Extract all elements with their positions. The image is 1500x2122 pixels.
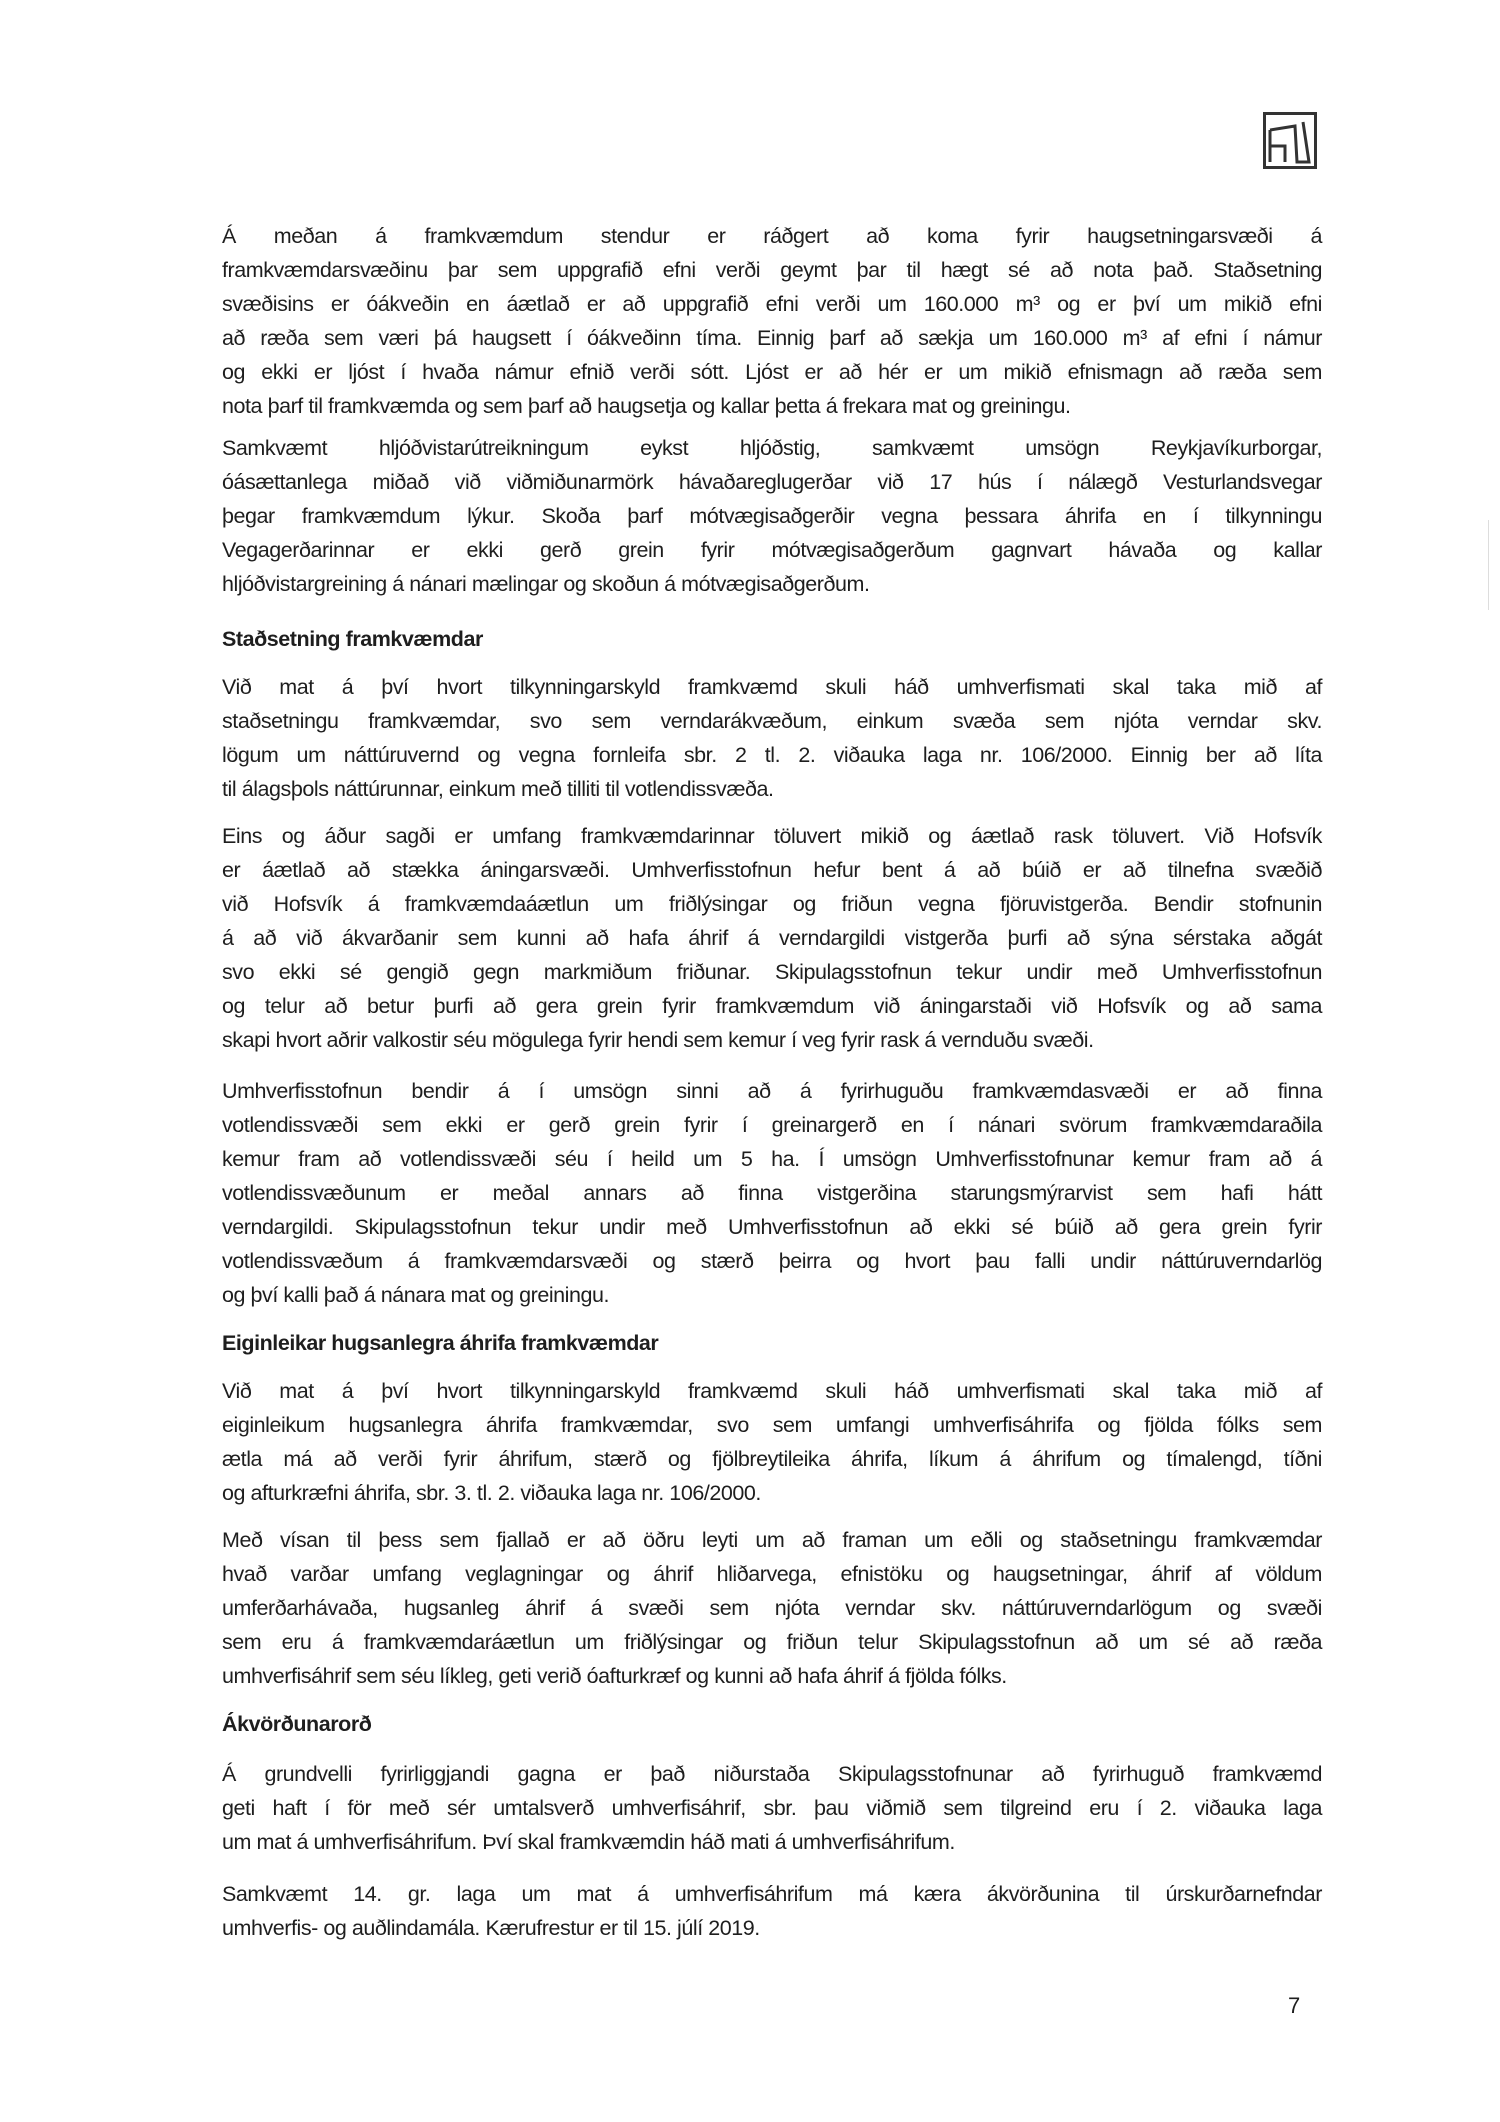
text-line: og afturkræfni áhrifa, sbr. 3. tl. 2. viðauka laga nr. 106/2000. bbox=[222, 1481, 761, 1505]
text-line: Vegagerðarinnar er ekki gerð grein fyrir mótvægisaðgerðum gagnvart hávaða og kallar bbox=[222, 538, 1322, 562]
text-line: Á meðan á framkvæmdum stendur er ráðgert að koma fyrir haugsetningarsvæði á bbox=[222, 224, 1322, 248]
paragraph bbox=[222, 1757, 1322, 1859]
paragraph bbox=[222, 1877, 1322, 1945]
paragraph bbox=[222, 431, 1322, 601]
text-line: svo ekki sé gengið gegn markmiðum friðunar. Skipulagsstofnun tekur undir með Umhverfisstofnun bbox=[222, 960, 1322, 984]
text-line: votlendissvæðunum er meðal annars að finna vistgerðina starungsmýrarvist sem hafi hátt bbox=[222, 1181, 1322, 1205]
text-line: Við mat á því hvort tilkynningarskyld framkvæmd skuli háð umhverfismati skal taka mið af bbox=[222, 1379, 1322, 1403]
text-line: geti haft í för með sér umtalsverð umhverfisáhrif, sbr. þau viðmið sem tilgreind eru í 2. viðauka laga bbox=[222, 1796, 1322, 1820]
paragraph bbox=[222, 219, 1322, 423]
organization-logo-icon bbox=[1263, 112, 1317, 169]
text-line: og því kalli það á nánara mat og greiningu. bbox=[222, 1283, 610, 1307]
section-heading bbox=[222, 1707, 1322, 1741]
text-line: nota þarf til framkvæmda og sem þarf að haugsetja og kallar þetta á frekara mat og greiningu. bbox=[222, 394, 1071, 418]
text-line: eiginleikum hugsanlegra áhrifa framkvæmdar, svo sem umfangi umhverfisáhrifa og fjölda fólks sem bbox=[222, 1413, 1322, 1437]
text-line: Á grundvelli fyrirliggjandi gagna er það niðurstaða Skipulagsstofnunar að fyrirhuguð framkvæmd bbox=[222, 1762, 1322, 1786]
text-line: óásættanlega miðað við viðmiðunarmörk hávaðareglugerðar við 17 hús í nálægð Vesturlandsvegar bbox=[222, 470, 1322, 494]
text-line: hvað varðar umfang veglagningar og áhrif hliðarvega, efnistöku og haugsetningar, áhrif af völdum bbox=[222, 1562, 1322, 1586]
text-line: við Hofsvík á framkvæmdaáætlun um friðlýsingar og friðun vegna fjöruvistgerða. Bendir stofnunin bbox=[222, 892, 1322, 916]
text-line: umhverfisáhrif sem séu líkleg, geti verið óafturkræf og kunni að hafa áhrif á fjölda fólks. bbox=[222, 1664, 1007, 1688]
paragraph bbox=[222, 1523, 1322, 1693]
text-line: Staðsetning framkvæmdar bbox=[222, 627, 483, 651]
text-line: sem eru á framkvæmdaráætlun um friðlýsingar og friðun telur Skipulagsstofnun að um sé að ræða bbox=[222, 1630, 1322, 1654]
text-line: er áætlað að stækka áningarsvæði. Umhverfisstofnun hefur bent á að búið er að tilnefna svæðið bbox=[222, 858, 1322, 882]
text-line: um mat á umhverfisáhrifum. Því skal framkvæmdin háð mati á umhverfisáhrifum. bbox=[222, 1830, 955, 1854]
text-line: og ekki er ljóst í hvaða námur efnið verði sótt. Ljóst er að hér er um mikið efnismagn að ræða sem bbox=[222, 360, 1322, 384]
text-line: hljóðvistargreining á nánari mælingar og skoðun á mótvægisaðgerðum. bbox=[222, 572, 870, 596]
text-line: Eins og áður sagði er umfang framkvæmdarinnar töluvert mikið og áætlað rask töluvert. Við Hofsvík bbox=[222, 824, 1322, 848]
paragraph bbox=[222, 670, 1322, 806]
text-line: Með vísan til þess sem fjallað er að öðru leyti um að framan um eðli og staðsetningu framkvæmdar bbox=[222, 1528, 1322, 1552]
text-line: Samkvæmt 14. gr. laga um mat á umhverfisáhrifum má kæra ákvörðunina til úrskurðarnefndar bbox=[222, 1882, 1322, 1906]
text-line: lögum um náttúruvernd og vegna fornleifa sbr. 2 tl. 2. viðauka laga nr. 106/2000. Einnig ber að líta bbox=[222, 743, 1322, 767]
page-number: 7 bbox=[1288, 1993, 1301, 2018]
scan-margin-mark bbox=[1488, 520, 1489, 610]
text-line: á að við ákvarðanir sem kunni að hafa áhrif á verndargildi vistgerða þurfi að sýna sérstaka aðgát bbox=[222, 926, 1322, 950]
text-line: votlendissvæðum á framkvæmdarsvæði og stærð þeirra og hvort þau falli undir náttúruverndarlög bbox=[222, 1249, 1322, 1273]
text-line: skapi hvort aðrir valkostir séu mögulega fyrir hendi sem kemur í veg fyrir rask á vernduðu svæði. bbox=[222, 1028, 1094, 1052]
text-line: umhverfis- og auðlindamála. Kærufrestur er til 15. júlí 2019. bbox=[222, 1916, 760, 1940]
paragraph bbox=[222, 1374, 1322, 1510]
paragraph bbox=[222, 819, 1322, 1057]
text-line: verndargildi. Skipulagsstofnun tekur undir með Umhverfisstofnun að ekki sé búið að gera grein fyrir bbox=[222, 1215, 1322, 1239]
text-line: Ákvörðunarorð bbox=[222, 1712, 372, 1736]
paragraph bbox=[222, 1074, 1322, 1312]
text-line: votlendissvæði sem ekki er gerð grein fyrir í greinargerð en í nánari svörum framkvæmdaraðila bbox=[222, 1113, 1322, 1137]
text-line: svæðisins er óákveðin en áætlað er að uppgrafið efni verði um 160.000 m³ og er því um mikið efni bbox=[222, 292, 1322, 316]
text-line: til álagsþols náttúrunnar, einkum með tilliti til votlendissvæða. bbox=[222, 777, 774, 801]
text-line: Umhverfisstofnun bendir á í umsögn sinni að á fyrirhuguðu framkvæmdasvæði er að finna bbox=[222, 1079, 1322, 1103]
text-line: þegar framkvæmdum lýkur. Skoða þarf mótvægisaðgerðir vegna þessara áhrifa en í tilkynningu bbox=[222, 504, 1322, 528]
text-line: kemur fram að votlendissvæði séu í heild um 5 ha. Í umsögn Umhverfisstofnunar kemur fram að á bbox=[222, 1147, 1322, 1171]
text-line: Samkvæmt hljóðvistarútreikningum eykst hljóðstig, samkvæmt umsögn Reykjavíkurborgar, bbox=[222, 436, 1322, 460]
text-line: ætla má að verði fyrir áhrifum, stærð og fjölbreytileika áhrifa, líkum á áhrifum og tímalengd, tíðni bbox=[222, 1447, 1322, 1471]
text-line: Eiginleikar hugsanlegra áhrifa framkvæmdar bbox=[222, 1331, 659, 1355]
text-line: staðsetningu framkvæmdar, svo sem verndarákvæðum, einkum svæða sem njóta verndar skv. bbox=[222, 709, 1322, 733]
text-line: framkvæmdarsvæðinu þar sem uppgrafið efni verði geymt þar til hægt sé að nota það. Staðsetning bbox=[222, 258, 1322, 282]
text-line: og telur að betur þurfi að gera grein fyrir framkvæmdum við áningarstaði við Hofsvík og að sama bbox=[222, 994, 1322, 1018]
section-heading bbox=[222, 1326, 1322, 1360]
text-line: Við mat á því hvort tilkynningarskyld framkvæmd skuli háð umhverfismati skal taka mið af bbox=[222, 675, 1322, 699]
text-line: umferðarhávaða, hugsanleg áhrif á svæði sem njóta verndar skv. náttúruverndarlögum og svæði bbox=[222, 1596, 1322, 1620]
text-line: að ræða sem væri þá haugsett í óákveðinn tíma. Einnig þarf að sækja um 160.000 m³ af efni í námur bbox=[222, 326, 1322, 350]
section-heading bbox=[222, 622, 1322, 656]
